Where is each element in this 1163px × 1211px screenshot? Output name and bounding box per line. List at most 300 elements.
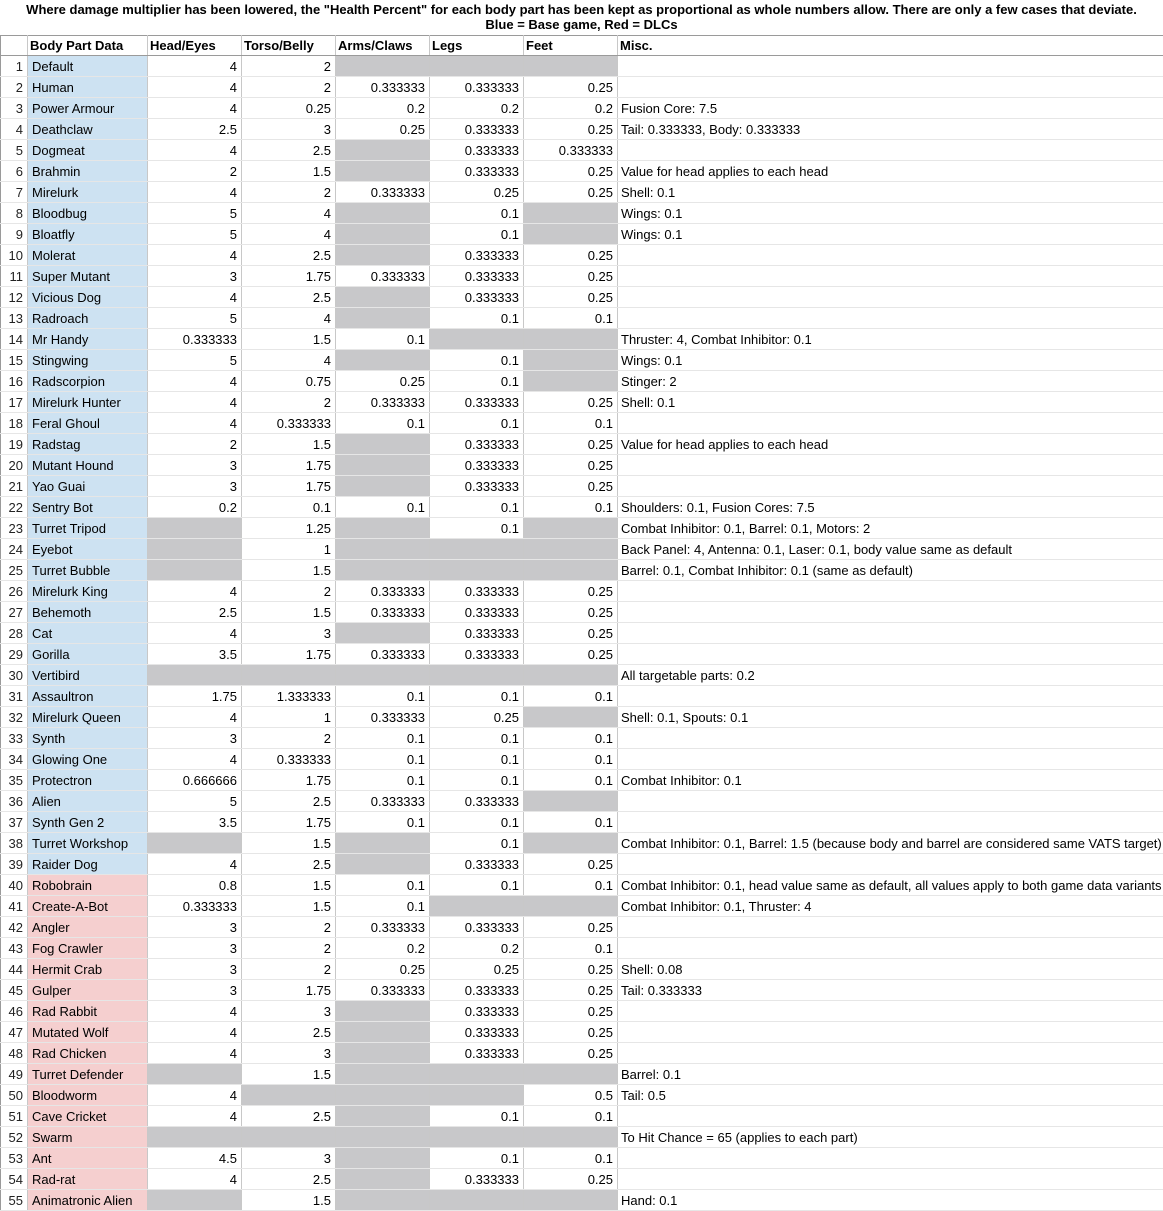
legs-value-cell[interactable]: 0.2 bbox=[430, 98, 524, 119]
creature-name-cell[interactable]: Dogmeat bbox=[28, 140, 148, 161]
legs-value-cell[interactable]: 0.1 bbox=[430, 224, 524, 245]
creature-name-cell[interactable]: Gorilla bbox=[28, 644, 148, 665]
torso-value-cell[interactable]: 1.5 bbox=[242, 1190, 336, 1211]
torso-value-cell[interactable]: 2 bbox=[242, 77, 336, 98]
torso-value-cell[interactable]: 1 bbox=[242, 539, 336, 560]
legs-value-cell[interactable]: 0.1 bbox=[430, 413, 524, 434]
creature-name-cell[interactable]: Cat bbox=[28, 623, 148, 644]
misc-notes-cell[interactable] bbox=[618, 686, 1163, 707]
arms-value-cell[interactable] bbox=[336, 434, 430, 455]
torso-value-cell[interactable]: 0.1 bbox=[242, 497, 336, 518]
creature-name-cell[interactable]: Fog Crawler bbox=[28, 938, 148, 959]
creature-name-cell[interactable]: Super Mutant bbox=[28, 266, 148, 287]
misc-notes-cell[interactable] bbox=[618, 728, 1163, 749]
legs-value-cell[interactable]: 0.333333 bbox=[430, 287, 524, 308]
feet-value-cell[interactable] bbox=[524, 560, 618, 581]
arms-value-cell[interactable] bbox=[336, 224, 430, 245]
row-number-cell[interactable]: 52 bbox=[1, 1127, 28, 1148]
torso-value-cell[interactable]: 1.75 bbox=[242, 266, 336, 287]
row-number-cell[interactable]: 15 bbox=[1, 350, 28, 371]
arms-value-cell[interactable] bbox=[336, 350, 430, 371]
feet-value-cell[interactable] bbox=[524, 56, 618, 77]
misc-notes-cell[interactable] bbox=[618, 1001, 1163, 1022]
row-number-cell[interactable]: 21 bbox=[1, 476, 28, 497]
misc-notes-cell[interactable] bbox=[618, 602, 1163, 623]
misc-notes-cell[interactable]: Combat Inhibitor: 0.1, head value same as default, all values apply to both game data variants bbox=[618, 875, 1163, 896]
feet-value-cell[interactable]: 0.1 bbox=[524, 1106, 618, 1127]
feet-value-cell[interactable]: 0.1 bbox=[524, 686, 618, 707]
arms-value-cell[interactable] bbox=[336, 1043, 430, 1064]
row-number-cell[interactable]: 55 bbox=[1, 1190, 28, 1211]
torso-value-cell[interactable]: 4 bbox=[242, 350, 336, 371]
arms-value-cell[interactable]: 0.1 bbox=[336, 896, 430, 917]
creature-name-cell[interactable]: Radroach bbox=[28, 308, 148, 329]
creature-name-cell[interactable]: Angler bbox=[28, 917, 148, 938]
feet-value-cell[interactable]: 0.5 bbox=[524, 1085, 618, 1106]
torso-value-cell[interactable]: 2 bbox=[242, 56, 336, 77]
head-value-cell[interactable]: 2 bbox=[148, 161, 242, 182]
row-number-cell[interactable]: 31 bbox=[1, 686, 28, 707]
arms-value-cell[interactable] bbox=[336, 1085, 430, 1106]
head-value-cell[interactable]: 4 bbox=[148, 182, 242, 203]
creature-name-cell[interactable]: Gulper bbox=[28, 980, 148, 1001]
misc-notes-cell[interactable] bbox=[618, 749, 1163, 770]
head-value-cell[interactable] bbox=[148, 1127, 242, 1148]
misc-notes-cell[interactable]: Tail: 0.333333, Body: 0.333333 bbox=[618, 119, 1163, 140]
legs-value-cell[interactable]: 0.333333 bbox=[430, 791, 524, 812]
arms-value-cell[interactable] bbox=[336, 1064, 430, 1085]
creature-name-cell[interactable]: Turret Bubble bbox=[28, 560, 148, 581]
torso-value-cell[interactable]: 1.75 bbox=[242, 770, 336, 791]
misc-notes-cell[interactable]: Combat Inhibitor: 0.1, Barrel: 1.5 (because body and barrel are considered same VATS target) bbox=[618, 833, 1163, 854]
creature-name-cell[interactable]: Animatronic Alien bbox=[28, 1190, 148, 1211]
creature-name-cell[interactable]: Swarm bbox=[28, 1127, 148, 1148]
head-value-cell[interactable]: 4 bbox=[148, 413, 242, 434]
misc-notes-cell[interactable]: Shell: 0.1 bbox=[618, 392, 1163, 413]
head-value-cell[interactable]: 4 bbox=[148, 140, 242, 161]
head-value-cell[interactable]: 4 bbox=[148, 854, 242, 875]
torso-value-cell[interactable]: 2 bbox=[242, 938, 336, 959]
creature-name-cell[interactable]: Robobrain bbox=[28, 875, 148, 896]
creature-name-cell[interactable]: Power Armour bbox=[28, 98, 148, 119]
misc-notes-cell[interactable]: All targetable parts: 0.2 bbox=[618, 665, 1163, 686]
torso-value-cell[interactable]: 0.333333 bbox=[242, 413, 336, 434]
arms-value-cell[interactable] bbox=[336, 1001, 430, 1022]
row-number-cell[interactable]: 41 bbox=[1, 896, 28, 917]
feet-value-cell[interactable]: 0.25 bbox=[524, 161, 618, 182]
misc-notes-cell[interactable]: Shell: 0.1 bbox=[618, 182, 1163, 203]
feet-value-cell[interactable]: 0.1 bbox=[524, 728, 618, 749]
misc-notes-cell[interactable] bbox=[618, 938, 1163, 959]
misc-notes-cell[interactable] bbox=[618, 140, 1163, 161]
torso-value-cell[interactable]: 3 bbox=[242, 1001, 336, 1022]
torso-value-cell[interactable]: 2.5 bbox=[242, 854, 336, 875]
misc-notes-cell[interactable] bbox=[618, 413, 1163, 434]
creature-name-cell[interactable]: Molerat bbox=[28, 245, 148, 266]
creature-name-cell[interactable]: Default bbox=[28, 56, 148, 77]
feet-value-cell[interactable]: 0.25 bbox=[524, 917, 618, 938]
arms-value-cell[interactable] bbox=[336, 854, 430, 875]
misc-notes-cell[interactable]: Shell: 0.08 bbox=[618, 959, 1163, 980]
torso-value-cell[interactable]: 3 bbox=[242, 623, 336, 644]
feet-value-cell[interactable]: 0.25 bbox=[524, 392, 618, 413]
torso-value-cell[interactable]: 1.5 bbox=[242, 434, 336, 455]
feet-value-cell[interactable]: 0.1 bbox=[524, 812, 618, 833]
arms-value-cell[interactable]: 0.333333 bbox=[336, 182, 430, 203]
creature-name-cell[interactable]: Deathclaw bbox=[28, 119, 148, 140]
arms-value-cell[interactable] bbox=[336, 665, 430, 686]
torso-value-cell[interactable]: 1.75 bbox=[242, 476, 336, 497]
feet-value-cell[interactable]: 0.25 bbox=[524, 980, 618, 1001]
row-number-cell[interactable]: 23 bbox=[1, 518, 28, 539]
row-number-cell[interactable]: 45 bbox=[1, 980, 28, 1001]
row-number-cell[interactable]: 32 bbox=[1, 707, 28, 728]
misc-notes-cell[interactable]: Hand: 0.1 bbox=[618, 1190, 1163, 1211]
row-number-cell[interactable]: 2 bbox=[1, 77, 28, 98]
legs-value-cell[interactable]: 0.333333 bbox=[430, 1043, 524, 1064]
head-value-cell[interactable]: 3.5 bbox=[148, 812, 242, 833]
row-number-cell[interactable]: 4 bbox=[1, 119, 28, 140]
head-value-cell[interactable]: 4 bbox=[148, 623, 242, 644]
feet-value-cell[interactable] bbox=[524, 1064, 618, 1085]
head-value-cell[interactable]: 3 bbox=[148, 959, 242, 980]
head-value-cell[interactable] bbox=[148, 1064, 242, 1085]
creature-name-cell[interactable]: Behemoth bbox=[28, 602, 148, 623]
legs-value-cell[interactable]: 0.1 bbox=[430, 1106, 524, 1127]
legs-value-cell[interactable] bbox=[430, 539, 524, 560]
legs-value-cell[interactable]: 0.333333 bbox=[430, 161, 524, 182]
creature-name-cell[interactable]: Bloodbug bbox=[28, 203, 148, 224]
torso-value-cell[interactable]: 1.5 bbox=[242, 896, 336, 917]
legs-value-cell[interactable]: 0.333333 bbox=[430, 917, 524, 938]
row-number-cell[interactable]: 27 bbox=[1, 602, 28, 623]
creature-name-cell[interactable]: Turret Defender bbox=[28, 1064, 148, 1085]
legs-value-cell[interactable] bbox=[430, 1127, 524, 1148]
row-number-cell[interactable]: 24 bbox=[1, 539, 28, 560]
legs-value-cell[interactable] bbox=[430, 560, 524, 581]
row-number-cell[interactable]: 22 bbox=[1, 497, 28, 518]
misc-notes-cell[interactable] bbox=[618, 56, 1163, 77]
creature-name-cell[interactable]: Rad-rat bbox=[28, 1169, 148, 1190]
feet-value-cell[interactable]: 0.25 bbox=[524, 1001, 618, 1022]
row-number-cell[interactable]: 7 bbox=[1, 182, 28, 203]
legs-value-cell[interactable]: 0.1 bbox=[430, 833, 524, 854]
creature-name-cell[interactable]: Eyebot bbox=[28, 539, 148, 560]
legs-value-cell[interactable]: 0.333333 bbox=[430, 1022, 524, 1043]
legs-value-cell[interactable]: 0.333333 bbox=[430, 434, 524, 455]
creature-name-cell[interactable]: Sentry Bot bbox=[28, 497, 148, 518]
torso-value-cell[interactable]: 2 bbox=[242, 728, 336, 749]
row-number-cell[interactable]: 18 bbox=[1, 413, 28, 434]
creature-name-cell[interactable]: Raider Dog bbox=[28, 854, 148, 875]
legs-value-cell[interactable]: 0.333333 bbox=[430, 266, 524, 287]
feet-value-cell[interactable] bbox=[524, 1190, 618, 1211]
legs-value-cell[interactable]: 0.333333 bbox=[430, 1001, 524, 1022]
torso-value-cell[interactable]: 2 bbox=[242, 392, 336, 413]
arms-value-cell[interactable] bbox=[336, 140, 430, 161]
misc-notes-cell[interactable]: Combat Inhibitor: 0.1, Thruster: 4 bbox=[618, 896, 1163, 917]
creature-name-cell[interactable]: Human bbox=[28, 77, 148, 98]
misc-notes-cell[interactable] bbox=[618, 287, 1163, 308]
head-value-cell[interactable]: 3 bbox=[148, 938, 242, 959]
row-number-cell[interactable]: 28 bbox=[1, 623, 28, 644]
feet-value-cell[interactable]: 0.25 bbox=[524, 182, 618, 203]
misc-notes-cell[interactable] bbox=[618, 623, 1163, 644]
row-number-cell[interactable]: 42 bbox=[1, 917, 28, 938]
feet-value-cell[interactable] bbox=[524, 539, 618, 560]
row-number-cell[interactable]: 10 bbox=[1, 245, 28, 266]
row-number-cell[interactable]: 9 bbox=[1, 224, 28, 245]
head-value-cell[interactable]: 0.333333 bbox=[148, 329, 242, 350]
feet-value-cell[interactable] bbox=[524, 833, 618, 854]
legs-value-cell[interactable]: 0.333333 bbox=[430, 77, 524, 98]
head-value-cell[interactable]: 4 bbox=[148, 707, 242, 728]
torso-value-cell[interactable]: 1.75 bbox=[242, 812, 336, 833]
head-value-cell[interactable] bbox=[148, 665, 242, 686]
arms-value-cell[interactable]: 0.25 bbox=[336, 371, 430, 392]
creature-name-cell[interactable]: Protectron bbox=[28, 770, 148, 791]
arms-value-cell[interactable] bbox=[336, 560, 430, 581]
legs-value-cell[interactable]: 0.333333 bbox=[430, 455, 524, 476]
misc-notes-cell[interactable] bbox=[618, 455, 1163, 476]
legs-value-cell[interactable]: 0.1 bbox=[430, 371, 524, 392]
head-value-cell[interactable]: 4 bbox=[148, 98, 242, 119]
misc-notes-cell[interactable] bbox=[618, 812, 1163, 833]
legs-value-cell[interactable]: 0.333333 bbox=[430, 644, 524, 665]
misc-notes-cell[interactable]: Tail: 0.333333 bbox=[618, 980, 1163, 1001]
misc-notes-cell[interactable] bbox=[618, 1043, 1163, 1064]
row-number-cell[interactable]: 34 bbox=[1, 749, 28, 770]
feet-value-cell[interactable] bbox=[524, 371, 618, 392]
misc-notes-cell[interactable] bbox=[618, 1106, 1163, 1127]
creature-name-cell[interactable]: Vertibird bbox=[28, 665, 148, 686]
creature-name-cell[interactable]: Mirelurk Hunter bbox=[28, 392, 148, 413]
feet-value-cell[interactable]: 0.25 bbox=[524, 1169, 618, 1190]
torso-value-cell[interactable]: 3 bbox=[242, 1148, 336, 1169]
arms-value-cell[interactable]: 0.1 bbox=[336, 770, 430, 791]
head-value-cell[interactable]: 4 bbox=[148, 371, 242, 392]
torso-value-cell[interactable]: 2 bbox=[242, 959, 336, 980]
row-number-cell[interactable]: 37 bbox=[1, 812, 28, 833]
creature-name-cell[interactable]: Radstag bbox=[28, 434, 148, 455]
creature-name-cell[interactable]: Create-A-Bot bbox=[28, 896, 148, 917]
misc-notes-cell[interactable]: Shoulders: 0.1, Fusion Cores: 7.5 bbox=[618, 497, 1163, 518]
legs-value-cell[interactable]: 0.333333 bbox=[430, 602, 524, 623]
feet-value-cell[interactable]: 0.1 bbox=[524, 875, 618, 896]
head-value-cell[interactable]: 4 bbox=[148, 749, 242, 770]
torso-value-cell[interactable]: 0.75 bbox=[242, 371, 336, 392]
legs-value-cell[interactable]: 0.2 bbox=[430, 938, 524, 959]
arms-value-cell[interactable]: 0.1 bbox=[336, 812, 430, 833]
arms-value-cell[interactable]: 0.333333 bbox=[336, 707, 430, 728]
arms-value-cell[interactable]: 0.1 bbox=[336, 497, 430, 518]
torso-value-cell[interactable]: 1.5 bbox=[242, 833, 336, 854]
column-header-legs[interactable]: Legs bbox=[430, 36, 524, 56]
torso-value-cell[interactable]: 1.5 bbox=[242, 161, 336, 182]
legs-value-cell[interactable]: 0.1 bbox=[430, 518, 524, 539]
creature-name-cell[interactable]: Turret Tripod bbox=[28, 518, 148, 539]
head-value-cell[interactable]: 4 bbox=[148, 1106, 242, 1127]
creature-name-cell[interactable]: Vicious Dog bbox=[28, 287, 148, 308]
feet-value-cell[interactable] bbox=[524, 1127, 618, 1148]
creature-name-cell[interactable]: Synth bbox=[28, 728, 148, 749]
creature-name-cell[interactable]: Ant bbox=[28, 1148, 148, 1169]
row-number-cell[interactable]: 13 bbox=[1, 308, 28, 329]
arms-value-cell[interactable] bbox=[336, 623, 430, 644]
head-value-cell[interactable]: 3 bbox=[148, 455, 242, 476]
head-value-cell[interactable] bbox=[148, 539, 242, 560]
torso-value-cell[interactable]: 1.5 bbox=[242, 602, 336, 623]
arms-value-cell[interactable]: 0.333333 bbox=[336, 77, 430, 98]
head-value-cell[interactable] bbox=[148, 518, 242, 539]
torso-value-cell[interactable]: 3 bbox=[242, 1043, 336, 1064]
head-value-cell[interactable]: 3 bbox=[148, 266, 242, 287]
creature-name-cell[interactable]: Rad Chicken bbox=[28, 1043, 148, 1064]
head-value-cell[interactable]: 2.5 bbox=[148, 119, 242, 140]
arms-value-cell[interactable] bbox=[336, 833, 430, 854]
row-number-cell[interactable]: 47 bbox=[1, 1022, 28, 1043]
misc-notes-cell[interactable]: Value for head applies to each head bbox=[618, 161, 1163, 182]
feet-value-cell[interactable] bbox=[524, 791, 618, 812]
legs-value-cell[interactable]: 0.333333 bbox=[430, 1169, 524, 1190]
legs-value-cell[interactable]: 0.1 bbox=[430, 728, 524, 749]
legs-value-cell[interactable]: 0.333333 bbox=[430, 245, 524, 266]
row-number-cell[interactable]: 11 bbox=[1, 266, 28, 287]
column-header-index[interactable] bbox=[1, 36, 28, 56]
feet-value-cell[interactable]: 0.25 bbox=[524, 119, 618, 140]
torso-value-cell[interactable] bbox=[242, 665, 336, 686]
torso-value-cell[interactable]: 1.333333 bbox=[242, 686, 336, 707]
legs-value-cell[interactable]: 0.333333 bbox=[430, 854, 524, 875]
feet-value-cell[interactable]: 0.25 bbox=[524, 1022, 618, 1043]
legs-value-cell[interactable]: 0.333333 bbox=[430, 476, 524, 497]
row-number-cell[interactable]: 1 bbox=[1, 56, 28, 77]
legs-value-cell[interactable] bbox=[430, 56, 524, 77]
arms-value-cell[interactable] bbox=[336, 245, 430, 266]
row-number-cell[interactable]: 46 bbox=[1, 1001, 28, 1022]
head-value-cell[interactable]: 5 bbox=[148, 308, 242, 329]
misc-notes-cell[interactable]: Wings: 0.1 bbox=[618, 203, 1163, 224]
legs-value-cell[interactable]: 0.1 bbox=[430, 770, 524, 791]
head-value-cell[interactable]: 4.5 bbox=[148, 1148, 242, 1169]
legs-value-cell[interactable]: 0.25 bbox=[430, 959, 524, 980]
legs-value-cell[interactable]: 0.333333 bbox=[430, 119, 524, 140]
head-value-cell[interactable]: 3 bbox=[148, 476, 242, 497]
feet-value-cell[interactable]: 0.25 bbox=[524, 1043, 618, 1064]
creature-name-cell[interactable]: Hermit Crab bbox=[28, 959, 148, 980]
arms-value-cell[interactable]: 0.333333 bbox=[336, 581, 430, 602]
misc-notes-cell[interactable]: Combat Inhibitor: 0.1, Barrel: 0.1, Motors: 2 bbox=[618, 518, 1163, 539]
row-number-cell[interactable]: 6 bbox=[1, 161, 28, 182]
feet-value-cell[interactable] bbox=[524, 224, 618, 245]
row-number-cell[interactable]: 36 bbox=[1, 791, 28, 812]
row-number-cell[interactable]: 25 bbox=[1, 560, 28, 581]
misc-notes-cell[interactable]: Back Panel: 4, Antenna: 0.1, Laser: 0.1, body value same as default bbox=[618, 539, 1163, 560]
feet-value-cell[interactable]: 0.1 bbox=[524, 770, 618, 791]
feet-value-cell[interactable]: 0.25 bbox=[524, 287, 618, 308]
head-value-cell[interactable]: 3.5 bbox=[148, 644, 242, 665]
torso-value-cell[interactable]: 0.25 bbox=[242, 98, 336, 119]
legs-value-cell[interactable]: 0.1 bbox=[430, 350, 524, 371]
creature-name-cell[interactable]: Synth Gen 2 bbox=[28, 812, 148, 833]
torso-value-cell[interactable]: 1 bbox=[242, 707, 336, 728]
feet-value-cell[interactable]: 0.1 bbox=[524, 938, 618, 959]
head-value-cell[interactable]: 3 bbox=[148, 917, 242, 938]
creature-name-cell[interactable]: Alien bbox=[28, 791, 148, 812]
legs-value-cell[interactable]: 0.333333 bbox=[430, 392, 524, 413]
head-value-cell[interactable]: 3 bbox=[148, 980, 242, 1001]
torso-value-cell[interactable]: 1.5 bbox=[242, 560, 336, 581]
arms-value-cell[interactable] bbox=[336, 455, 430, 476]
legs-value-cell[interactable] bbox=[430, 665, 524, 686]
row-number-cell[interactable]: 8 bbox=[1, 203, 28, 224]
feet-value-cell[interactable]: 0.25 bbox=[524, 266, 618, 287]
creature-name-cell[interactable]: Mirelurk King bbox=[28, 581, 148, 602]
misc-notes-cell[interactable]: Stinger: 2 bbox=[618, 371, 1163, 392]
feet-value-cell[interactable] bbox=[524, 707, 618, 728]
creature-name-cell[interactable]: Radscorpion bbox=[28, 371, 148, 392]
feet-value-cell[interactable]: 0.25 bbox=[524, 455, 618, 476]
column-header-head[interactable]: Head/Eyes bbox=[148, 36, 242, 56]
torso-value-cell[interactable] bbox=[242, 1085, 336, 1106]
torso-value-cell[interactable]: 2.5 bbox=[242, 1106, 336, 1127]
row-number-cell[interactable]: 33 bbox=[1, 728, 28, 749]
creature-name-cell[interactable]: Rad Rabbit bbox=[28, 1001, 148, 1022]
creature-name-cell[interactable]: Mr Handy bbox=[28, 329, 148, 350]
torso-value-cell[interactable]: 2.5 bbox=[242, 1022, 336, 1043]
arms-value-cell[interactable]: 0.1 bbox=[336, 749, 430, 770]
row-number-cell[interactable]: 44 bbox=[1, 959, 28, 980]
feet-value-cell[interactable]: 0.1 bbox=[524, 1148, 618, 1169]
torso-value-cell[interactable]: 1.5 bbox=[242, 875, 336, 896]
misc-notes-cell[interactable] bbox=[618, 308, 1163, 329]
misc-notes-cell[interactable] bbox=[618, 245, 1163, 266]
arms-value-cell[interactable] bbox=[336, 1148, 430, 1169]
head-value-cell[interactable]: 0.666666 bbox=[148, 770, 242, 791]
arms-value-cell[interactable] bbox=[336, 1127, 430, 1148]
legs-value-cell[interactable]: 0.1 bbox=[430, 308, 524, 329]
legs-value-cell[interactable] bbox=[430, 1190, 524, 1211]
row-number-cell[interactable]: 51 bbox=[1, 1106, 28, 1127]
feet-value-cell[interactable] bbox=[524, 665, 618, 686]
torso-value-cell[interactable]: 2.5 bbox=[242, 791, 336, 812]
head-value-cell[interactable]: 4 bbox=[148, 56, 242, 77]
head-value-cell[interactable]: 4 bbox=[148, 77, 242, 98]
misc-notes-cell[interactable]: Value for head applies to each head bbox=[618, 434, 1163, 455]
column-header-arms[interactable]: Arms/Claws bbox=[336, 36, 430, 56]
head-value-cell[interactable]: 2.5 bbox=[148, 602, 242, 623]
head-value-cell[interactable]: 5 bbox=[148, 203, 242, 224]
arms-value-cell[interactable] bbox=[336, 203, 430, 224]
feet-value-cell[interactable]: 0.1 bbox=[524, 749, 618, 770]
column-header-torso[interactable]: Torso/Belly bbox=[242, 36, 336, 56]
torso-value-cell[interactable]: 2.5 bbox=[242, 287, 336, 308]
misc-notes-cell[interactable] bbox=[618, 581, 1163, 602]
arms-value-cell[interactable] bbox=[336, 476, 430, 497]
torso-value-cell[interactable]: 1.5 bbox=[242, 1064, 336, 1085]
misc-notes-cell[interactable] bbox=[618, 854, 1163, 875]
column-header-body-part[interactable]: Body Part Data bbox=[28, 36, 148, 56]
head-value-cell[interactable]: 5 bbox=[148, 350, 242, 371]
feet-value-cell[interactable]: 0.25 bbox=[524, 245, 618, 266]
torso-value-cell[interactable]: 2 bbox=[242, 581, 336, 602]
torso-value-cell[interactable]: 2.5 bbox=[242, 245, 336, 266]
feet-value-cell[interactable]: 0.25 bbox=[524, 959, 618, 980]
torso-value-cell[interactable]: 4 bbox=[242, 203, 336, 224]
head-value-cell[interactable] bbox=[148, 1190, 242, 1211]
head-value-cell[interactable]: 4 bbox=[148, 392, 242, 413]
feet-value-cell[interactable]: 0.25 bbox=[524, 602, 618, 623]
